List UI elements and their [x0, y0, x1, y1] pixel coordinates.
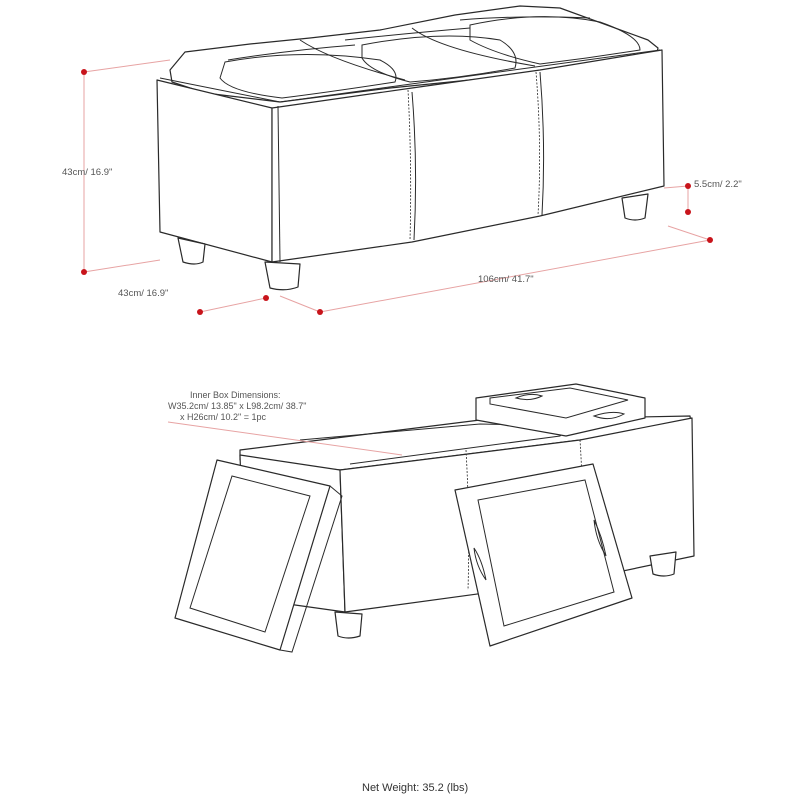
tray-left	[175, 460, 330, 650]
net-weight-label: Net Weight: 35.2 (lbs)	[362, 782, 469, 794]
width-dot-right	[707, 237, 713, 243]
ottoman-leg-front-right	[265, 262, 300, 290]
ottoman-body-front	[157, 80, 272, 262]
leg-height-label: 5.5cm/ 2.2"	[694, 179, 742, 190]
ottoman-open-drawing	[175, 384, 694, 652]
ottoman-closed-drawing	[157, 6, 664, 290]
height-guide-top	[84, 60, 170, 72]
height-dot-top	[81, 69, 87, 75]
leg-height-guide	[664, 186, 688, 188]
inner-box-title: Inner Box Dimensions:	[190, 390, 281, 400]
ottoman-open-leg-back	[650, 552, 676, 576]
height-dot-bottom	[81, 269, 87, 275]
ottoman-open-leg-front	[335, 612, 362, 638]
depth-dimension-line	[200, 298, 266, 312]
width-dot-left	[317, 309, 323, 315]
leg-height-dot-bottom	[685, 209, 691, 215]
depth-dot-right	[263, 295, 269, 301]
width-guide-right	[668, 226, 710, 240]
depth-dot-left	[197, 309, 203, 315]
width-label: 106cm/ 41.7"	[478, 274, 534, 285]
width-guide-left	[280, 296, 320, 312]
depth-label: 43cm/ 16.9"	[118, 288, 169, 299]
leg-height-dot-top	[685, 183, 691, 189]
ottoman-leg-back-right	[622, 194, 648, 220]
inner-box-line-3: x H26cm/ 10.2" = 1pc	[180, 412, 266, 422]
inner-box-line-2: W35.2cm/ 13.85" x L98.2cm/ 38.7"	[168, 401, 307, 411]
height-guide-bottom	[84, 260, 160, 272]
height-label: 43cm/ 16.9"	[62, 167, 113, 178]
